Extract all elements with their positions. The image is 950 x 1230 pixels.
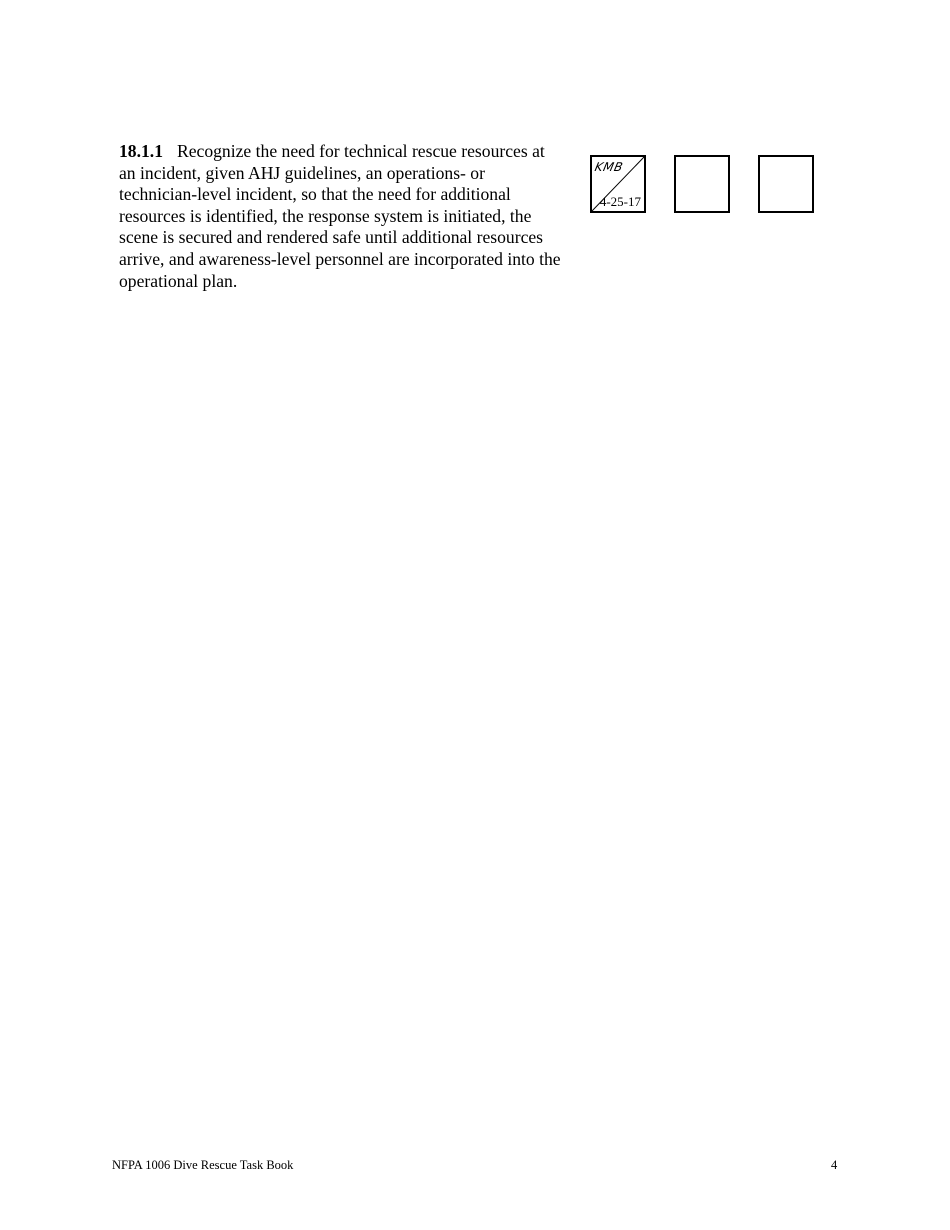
footer-title: NFPA 1006 Dive Rescue Task Book [112, 1158, 294, 1172]
signoff-initials: KMB [593, 160, 625, 174]
signoff-box-1[interactable] [590, 155, 646, 213]
signoff-date: 4-25-17 [599, 194, 641, 209]
task-text: Recognize the need for technical rescue resources at an incident, given AHJ guidelines, an operations- or technician-level incident, so that the need for additional resources is identified, the response system is initiated, the scene is secured and rendered safe until additional resources arrive, and awareness-level personnel are incorporated into the operational plan. [119, 141, 561, 291]
signoff-box-2[interactable] [674, 155, 730, 213]
task-description [119, 141, 564, 292]
signoff-box-3[interactable] [758, 155, 814, 213]
page-number: 4 [831, 1158, 838, 1172]
task-number: 18.1.1 [119, 141, 163, 161]
